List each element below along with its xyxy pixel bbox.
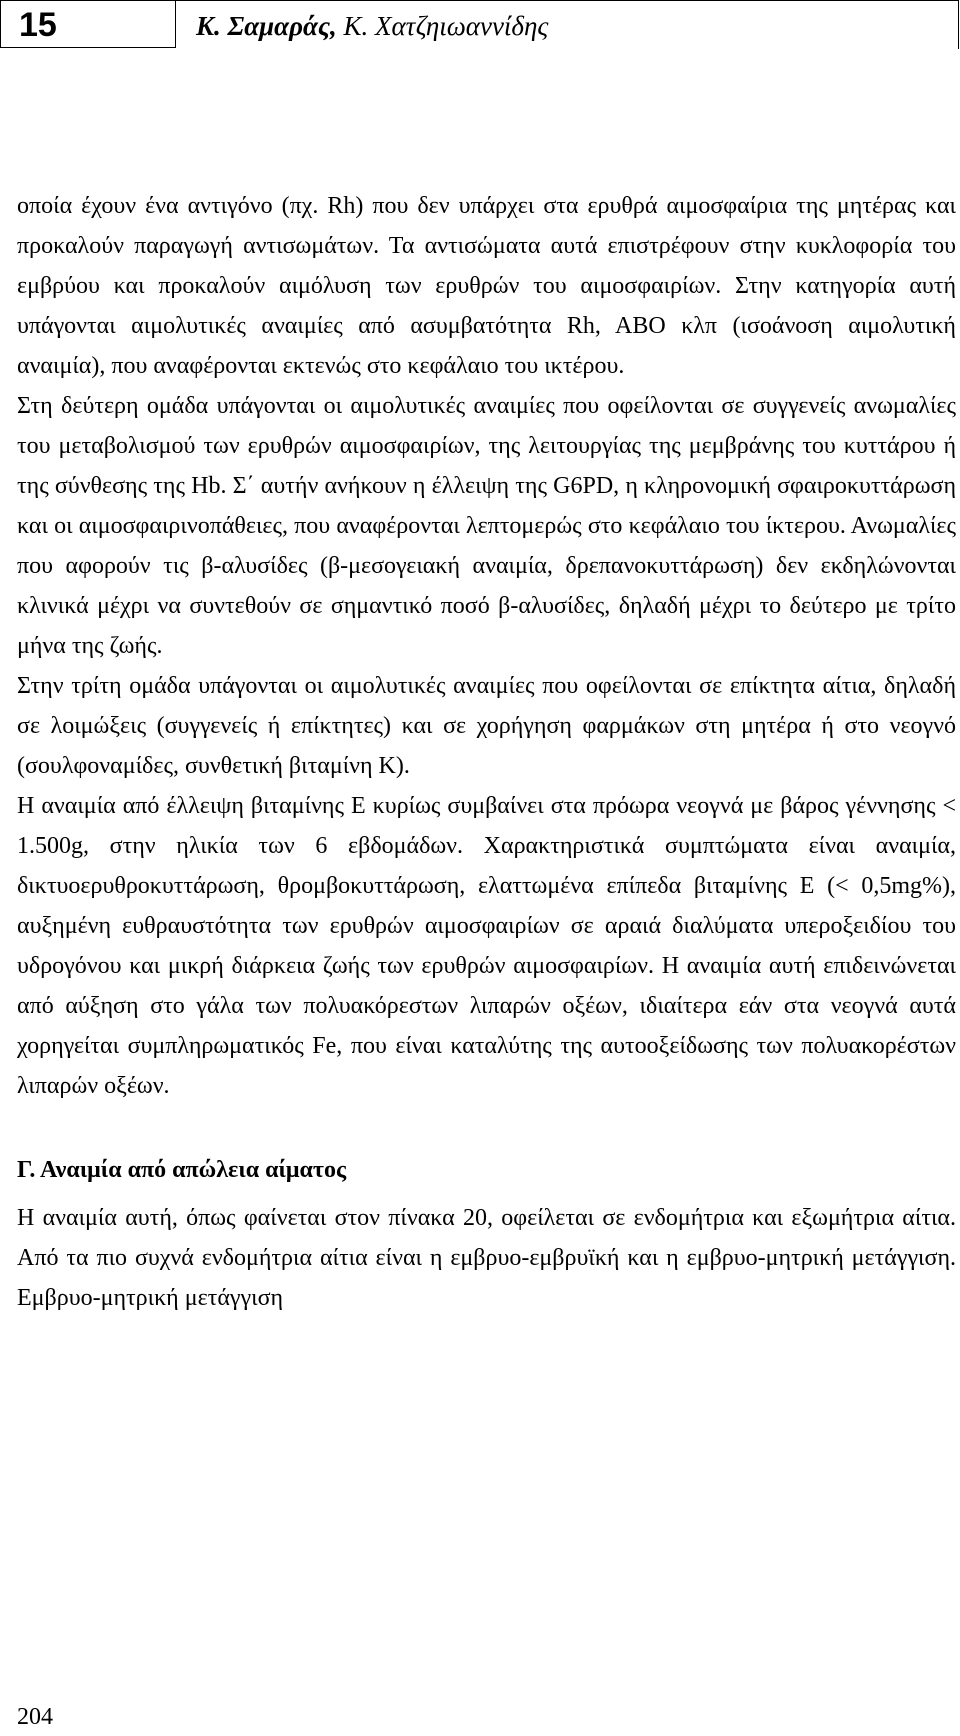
- page-content: [17, 186, 956, 1318]
- section-paragraph: Η αναιμία αυτή, όπως φαίνεται στον πίνακα 20, οφείλεται σε ενδομήτρια και εξωμήτρια αίτια. Από τα πιο συχνά ενδομήτρια αίτια είναι η εμβρυο-εμβρυϊκή και η εμβρυο-μητρική μετάγγιση. Εμβρυο-μητρική μετάγγιση: [17, 1205, 956, 1311]
- authors: [196, 10, 548, 42]
- paragraph: Η αναιμία από έλλειψη βιταμίνης Ε κυρίως συμβαίνει στα πρόωρα νεογνά με βάρος γέννησης < 1.500g, στην ηλικία των 6 εβδομάδων. Χαρακτηριστικά συμπτώματα είναι αναιμία, δικτυοερυθροκυττάρωση, θρομβοκυττάρωση, ελαττωμένα επίπεδα βιταμίνης Ε (< 0,5mg%), αυξημένη ευθραυστότητα των ερυθρών αιμοσφαιρίων σε αραιά διαλύματα υπεροξειδίου του υδρογόνου και μικρή διάρκεια ζωής των ερυθρών αιμοσφαιρίων. Η αναιμία αυτή επιδεινώνεται από αύξηση στο γάλα των πολυακόρεστων λιπαρών οξέων, ιδιαίτερα εάν στα νεογνά αυτά χορηγείται συμπληρωματικός Fe, που είναι καταλύτης της αυτοοξείδωσης των πολυακορέστων λιπαρών οξέων.: [17, 793, 956, 1099]
- author-2: Κ. Χατζηιωαννίδης: [343, 11, 549, 41]
- paragraph: οποία έχουν ένα αντιγόνο (πχ. Rh) που δεν υπάρχει στα ερυθρά αιμοσφαίρια της μητέρας και προκαλούν παραγωγή αντισωμάτων. Τα αντισώματα αυτά επιστρέφουν στην κυκλοφορία του εμβρύου και προκαλούν αιμόλυση των ερυθρών του αιμοσφαιρίων. Στην κατηγορία αυτή υπάγονται αιμολυτικές αναιμίες από ασυμβατότητα Rh, ABO κλπ (ισοάνοση αιμολυτική αναιμία), που αναφέρονται εκτενώς στο κεφάλαιο του ικτέρου.: [17, 193, 956, 379]
- paragraph: Στη δεύτερη ομάδα υπάγονται οι αιμολυτικές αναιμίες που οφείλονται σε συγγενείς ανωμαλίες του μεταβολισμού των ερυθρών αιμοσφαιρίων, της λειτουργίας της μεμβράνης του κυττάρου ή της σύνθεσης της Hb. Σ΄ αυτήν ανήκουν η έλλειψη της G6PD, η κληρονομική σφαιροκυττάρωση και οι αιμοσφαιρινοπάθειες, που αναφέρονται λεπτομερώς στο κεφάλαιο του ίκτερου. Ανωμαλίες που αφορούν τις β-αλυσίδες (β-μεσογειακή αναιμία, δρεπανοκυττάρωση) δεν εκδηλώνονται κλινικά μέχρι να συντεθούν σε σημαντικό ποσό β-αλυσίδες, δηλαδή μέχρι το δεύτερο με τρίτο μήνα της ζωής.: [17, 393, 956, 659]
- chapter-box: [0, 1, 176, 48]
- page-number: 204: [17, 1704, 53, 1730]
- section-heading: Γ. Αναιμία από απώλεια αίματος: [17, 1157, 347, 1183]
- chapter-number: 15: [19, 6, 57, 44]
- page-header: [0, 0, 959, 49]
- paragraph: Στην τρίτη ομάδα υπάγονται οι αιμολυτικές αναιμίες που οφείλονται σε επίκτητα αίτια, δηλαδή σε λοιμώξεις (συγγενείς ή επίκτητες) και σε χορήγηση φαρμάκων στη μητέρα ή στο νεογνό (σουλφοναμίδες, συνθετική βιταμίνη Κ).: [17, 673, 956, 779]
- author-1: Κ. Σαμαράς,: [196, 11, 337, 41]
